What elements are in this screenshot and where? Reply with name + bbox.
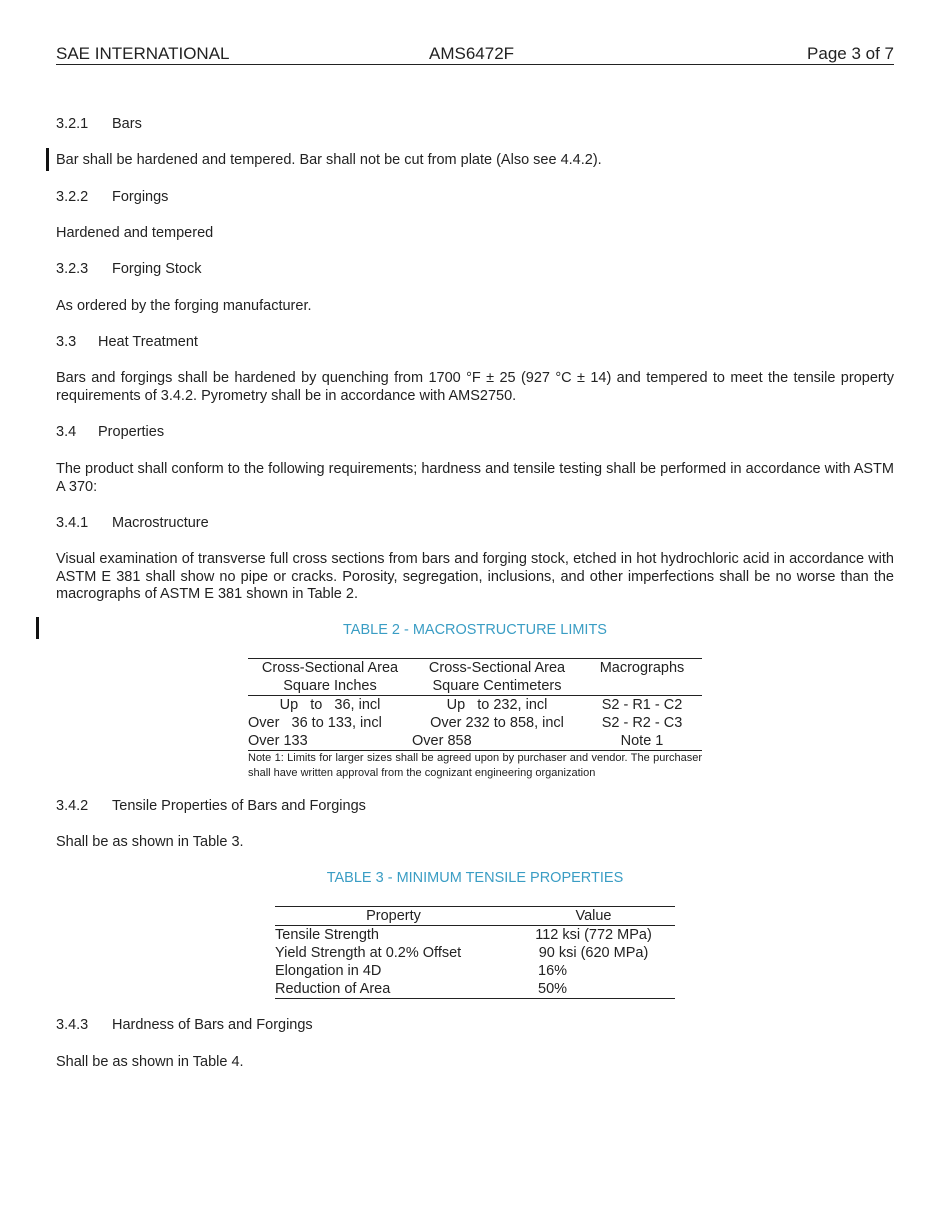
section-body-3-2-3: As ordered by the forging manufacturer. bbox=[56, 298, 312, 314]
table-header-cell: Macrographs bbox=[582, 659, 702, 696]
table-header-cell: Cross-Sectional Area Square Inches bbox=[248, 659, 412, 696]
table-row: Over 133 Over 858 Note 1 bbox=[248, 732, 702, 751]
table-row: Over 36 to 133, incl Over 232 to 858, incl S2 - R2 - C3 bbox=[248, 715, 683, 731]
page-header bbox=[56, 44, 894, 65]
table-2-note: Note 1: Limits for larger sizes shall be agreed upon by purchaser and vendor. The purchaser shall have written approval from the cognizant engineering organization bbox=[248, 752, 702, 779]
section-heading-3-4-1: 3.4.1 Macrostructure bbox=[56, 515, 209, 531]
header-page-number: Page 3 of 7 bbox=[807, 44, 894, 63]
table-row: Up to 36, incl Up to 232, incl S2 - R1 - C2 bbox=[279, 697, 683, 713]
section-heading-3-3: 3.3 Heat Treatment bbox=[56, 334, 198, 350]
section-heading-3-4-2: 3.4.2 Tensile Properties of Bars and Forgings bbox=[56, 798, 366, 814]
table-row: Tensile Strength 112 ksi (772 MPa) bbox=[275, 927, 652, 943]
table-row: Elongation in 4D 16% bbox=[275, 963, 568, 979]
table-header-cell: Property bbox=[275, 907, 512, 926]
table-row: Reduction of Area 50% bbox=[275, 980, 675, 999]
revision-change-bar bbox=[36, 617, 39, 639]
table-row: Yield Strength at 0.2% Offset 90 ksi (620 MPa) bbox=[275, 945, 649, 961]
section-body-3-3: Bars and forgings shall be hardened by quenching from 1700 °F ± 25 (927 °C ± 14) and tempered to meet the tensile property requirements of 3.4.2. Pyrometry shall be in accordance with AMS2750. bbox=[56, 370, 894, 404]
revision-change-bar bbox=[46, 148, 49, 171]
section-body-3-4-1: Visual examination of transverse full cross sections from bars and forging stock, etched in hot hydrochloric acid in accordance with ASTM E 381 shall show no pipe or cracks. Porosity, segregation, inclusions, and other imperfections shall be no worse than the macrographs of ASTM E 381 shown in Table 2. bbox=[56, 551, 894, 602]
section-body-3-4: The product shall conform to the following requirements; hardness and tensile testing shall be performed in accordance with ASTM A 370: bbox=[56, 461, 894, 495]
minimum-tensile-properties-table bbox=[275, 906, 675, 999]
table-3-caption: TABLE 3 - MINIMUM TENSILE PROPERTIES bbox=[326, 870, 624, 886]
header-organization: SAE INTERNATIONAL bbox=[56, 44, 230, 63]
section-heading-3-4: 3.4 Properties bbox=[56, 424, 165, 440]
table-header-cell: Value bbox=[512, 907, 675, 926]
table-header-cell: Cross-Sectional Area Square Centimeters bbox=[412, 659, 582, 696]
section-body-3-2-1: Bar shall be hardened and tempered. Bar shall not be cut from plate (Also see 4.4.2). bbox=[56, 152, 602, 168]
section-heading-3-2-2: 3.2.2 Forgings bbox=[56, 189, 169, 205]
section-body-3-4-3: Shall be as shown in Table 4. bbox=[56, 1054, 244, 1070]
section-body-3-4-2: Shall be as shown in Table 3. bbox=[56, 834, 244, 850]
section-heading-3-4-3: 3.4.3 Hardness of Bars and Forgings bbox=[56, 1017, 313, 1033]
section-heading-3-2-1: 3.2.1 Bars bbox=[56, 116, 142, 132]
section-body-3-2-2: Hardened and tempered bbox=[56, 225, 214, 241]
section-heading-3-2-3: 3.2.3 Forging Stock bbox=[56, 261, 202, 277]
header-document-number: AMS6472F bbox=[429, 44, 515, 63]
table-2-caption: TABLE 2 - MACROSTRUCTURE LIMITS bbox=[343, 622, 607, 638]
macrostructure-limits-table bbox=[248, 658, 702, 751]
